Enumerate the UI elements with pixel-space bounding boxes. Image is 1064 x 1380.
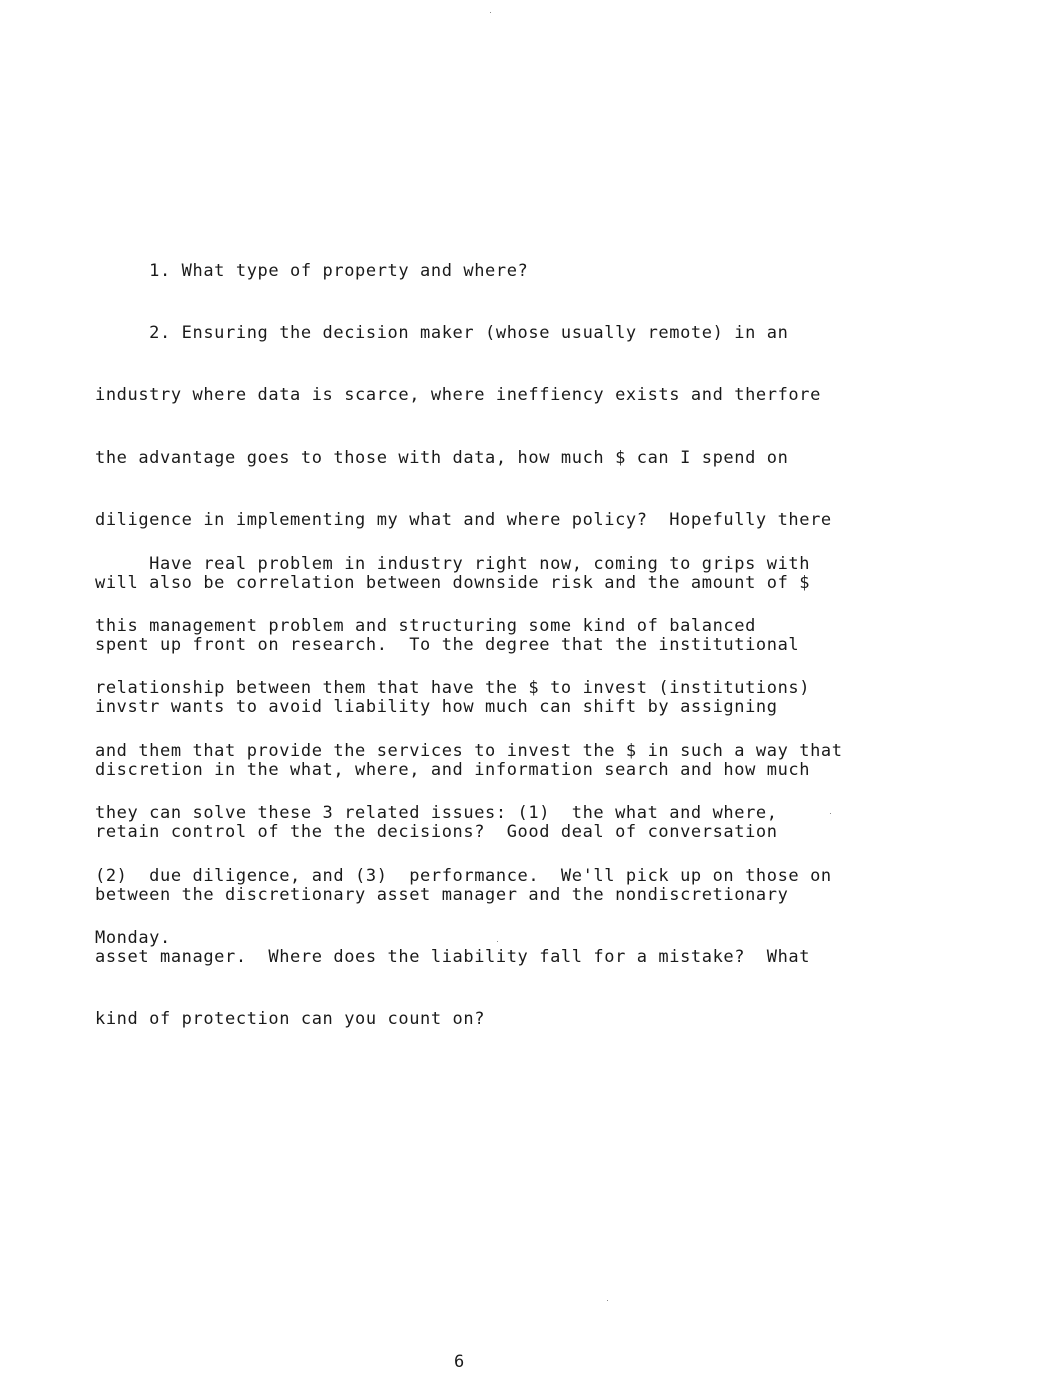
text-line: and them that provide the services to invest the $ in such a way that	[95, 740, 843, 761]
text-line: 2. Ensuring the decision maker (whose usually remote) in an	[95, 322, 789, 343]
text-line: between the discretionary asset manager and the nondiscretionary	[95, 884, 789, 905]
text-line: relationship between them that have the $ to invest (institutions)	[95, 678, 811, 699]
text-line: invstr wants to avoid liability how much can shift by assigning	[95, 697, 778, 718]
text-line: (2) due diligence, and (3) performance. We'll pick up on those on	[95, 865, 832, 886]
scan-speck	[830, 813, 831, 814]
text-line: discretion in the what, where, and information search and how much	[95, 759, 811, 780]
text-line: will also be correlation between downside risk and the amount of $	[95, 572, 811, 593]
text-line: kind of protection can you count on?	[95, 1009, 486, 1030]
text-line: retain control of the the decisions? Good deal of conversation	[95, 822, 778, 843]
paragraph-2	[95, 512, 995, 990]
text-line: 1. What type of property and where?	[95, 260, 529, 281]
scan-speck	[497, 941, 498, 942]
text-line: Have real problem in industry right now, coming to grips with	[95, 553, 811, 574]
text-line: Monday.	[95, 927, 171, 948]
scan-speck	[490, 12, 491, 13]
text-line: industry where data is scarce, where ineffiency exists and therfore	[95, 385, 821, 406]
scan-speck	[607, 1300, 608, 1301]
page-number: 6	[454, 1352, 465, 1372]
text-line: spent up front on research. To the degree that the institutional	[95, 634, 800, 655]
text-line: the advantage goes to those with data, how much $ can I spend on	[95, 447, 789, 468]
text-line: asset manager. Where does the liability fall for a mistake? What	[95, 946, 811, 967]
text-line: they can solve these 3 related issues: (1) the what and where,	[95, 803, 778, 824]
text-line: this management problem and structuring some kind of balanced	[95, 615, 756, 636]
text-line: diligence in implementing my what and where policy? Hopefully there	[95, 510, 832, 531]
